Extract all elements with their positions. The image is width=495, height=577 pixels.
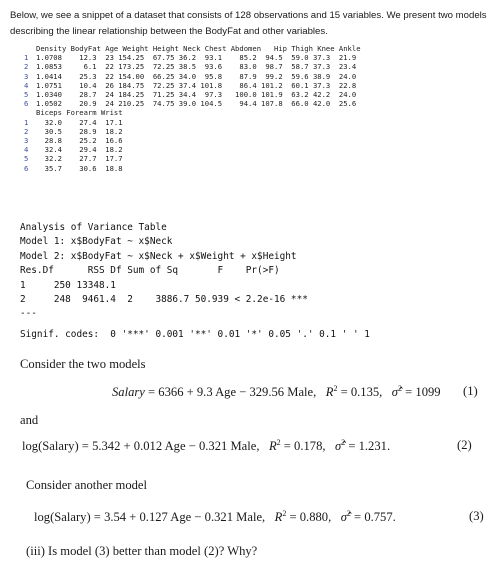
- question-text: (iii) Is model (3) better than model (2)? Why?: [26, 544, 258, 558]
- dataset-snippet: [24, 44, 361, 173]
- dataset-row: [24, 81, 361, 90]
- row-values: 32.4 29.4 18.2: [36, 145, 123, 155]
- eq3-s2: 0.757.: [364, 510, 396, 525]
- row-index: 1: [24, 117, 29, 127]
- dataset-row: [24, 127, 361, 136]
- dataset-header-1: Density BodyFat Age Weight Height Neck Chest Abdomen Hip Thigh Knee Ankle: [36, 44, 361, 53]
- dataset-row: [24, 90, 361, 99]
- dataset-row: [24, 53, 361, 62]
- equation-3: log(Salary) = 3.54 + 0.127 Age − 0.321 Male, $R^2 = 0.880$, σ̂$^2$ = 0.757.: [34, 509, 396, 525]
- eq2-lhs: log(Salary): [22, 439, 79, 454]
- row-values: 1.0708 12.3 23 154.25 67.75 36.2 93.1 85.2 94.5 59.0 37.3 21.9: [36, 53, 357, 63]
- anova-row-2: 2 248 9461.4 2 3886.7 50.939 < 2.2e-16 ***: [20, 294, 308, 306]
- eq2-r2: 0.178,: [294, 439, 326, 454]
- dataset-row: [24, 72, 361, 81]
- anova-title: Analysis of Variance Table: [20, 222, 167, 233]
- equation-1: Salary = 6366 + 9.3 Age − 329.56 Male, $R^2 = 0.135$, σ̂$^2$ = 1099: [112, 384, 441, 400]
- row-values: 1.0853 6.1 22 173.25 72.25 38.5 93.6 83.0 98.7 58.7 37.3 23.4: [36, 62, 357, 72]
- anova-output: [20, 221, 370, 342]
- eq2-number: (2): [457, 438, 472, 452]
- row-values: 32.2 27.7 17.7: [36, 154, 123, 164]
- anova-model-1: Model 1: x$BodyFat ~ x$Neck: [20, 236, 173, 248]
- eq2-rhs: 5.342 + 0.012 Age − 0.321 Male,: [92, 439, 260, 454]
- row-index: 6: [24, 99, 29, 109]
- row-index: 1: [24, 53, 29, 63]
- row-index: 2: [24, 62, 29, 72]
- row-index: 4: [24, 145, 29, 155]
- equation-2: log(Salary) = 5.342 + 0.012 Age − 0.321 Male, $R^2 = 0.178$, σ̂$^2$ = 1.231.: [22, 438, 391, 454]
- intro-paragraph: Below, we see a snippet of a dataset that consists of 128 observations and 15 variables. We present two models describing the linear relationship between the BodyFat and other variables.: [10, 10, 487, 37]
- row-index: 6: [24, 163, 29, 173]
- and-text: and: [20, 413, 39, 427]
- eq3-rhs: 3.54 + 0.127 Age − 0.321 Male,: [104, 510, 266, 525]
- row-index: 3: [24, 136, 29, 146]
- dataset-row: [24, 136, 361, 145]
- dataset-rows-1: [24, 53, 361, 108]
- eq2-s2: 1.231.: [358, 439, 391, 454]
- dataset-rows-2: [24, 118, 361, 173]
- eq1-s2: 1099: [415, 385, 441, 400]
- eq1-r2: 0.135,: [350, 385, 383, 400]
- row-values: 1.0502 20.9 24 210.25 74.75 39.0 104.5 94.4 107.8 66.0 42.0 25.6: [36, 99, 357, 109]
- dataset-row: [24, 62, 361, 71]
- dataset-row: [24, 164, 361, 173]
- row-values: 1.0751 10.4 26 184.75 72.25 37.4 101.8 86.4 101.2 60.1 37.3 22.8: [36, 80, 357, 90]
- dataset-row: [24, 145, 361, 154]
- row-values: 30.5 28.9 18.2: [36, 126, 123, 136]
- anova-model-2: Model 2: x$BodyFat ~ x$Neck + x$Weight + x$Height: [20, 250, 297, 262]
- row-index: 5: [24, 154, 29, 164]
- anova-signif-codes: Signif. codes: 0 '***' 0.001 '**' 0.01 '*' 0.05 '.' 0.1 ' ' 1: [20, 328, 370, 340]
- row-values: 1.0340 28.7 24 184.25 71.25 34.4 97.3 100.0 101.9 63.2 42.2 24.0: [36, 90, 357, 100]
- consider-two-text: Consider the two models: [20, 357, 146, 371]
- dataset-header-2: Biceps Forearm Wrist: [36, 108, 123, 118]
- eq1-lhs: Salary: [112, 385, 145, 400]
- anova-table-header: Res.Df RSS Df Sum of Sq F Pr(>F): [20, 265, 280, 277]
- dataset-row: [24, 118, 361, 127]
- dataset-row: [24, 154, 361, 163]
- anova-row-1: 1 250 13348.1: [20, 279, 116, 291]
- row-values: 32.0 27.4 17.1: [36, 117, 123, 127]
- row-values: 1.0414 25.3 22 154.00 66.25 34.0 95.8 87.9 99.2 59.6 38.9 24.0: [36, 71, 357, 81]
- dataset-row: [24, 99, 361, 108]
- row-index: 2: [24, 126, 29, 136]
- row-values: 28.8 25.2 16.6: [36, 136, 123, 146]
- consider-another-text: Consider another model: [26, 478, 148, 492]
- row-index: 4: [24, 80, 29, 90]
- row-values: 35.7 30.6 18.8: [36, 163, 123, 173]
- row-index: 3: [24, 71, 29, 81]
- eq3-number: (3): [469, 509, 484, 523]
- anova-separator: ---: [20, 308, 37, 320]
- eq1-number: (1): [463, 384, 478, 398]
- row-index: 5: [24, 90, 29, 100]
- eq1-rhs: 6366 + 9.3 Age − 329.56 Male,: [158, 385, 317, 400]
- eq3-lhs: log(Salary): [34, 510, 91, 525]
- eq3-r2: 0.880,: [299, 510, 332, 525]
